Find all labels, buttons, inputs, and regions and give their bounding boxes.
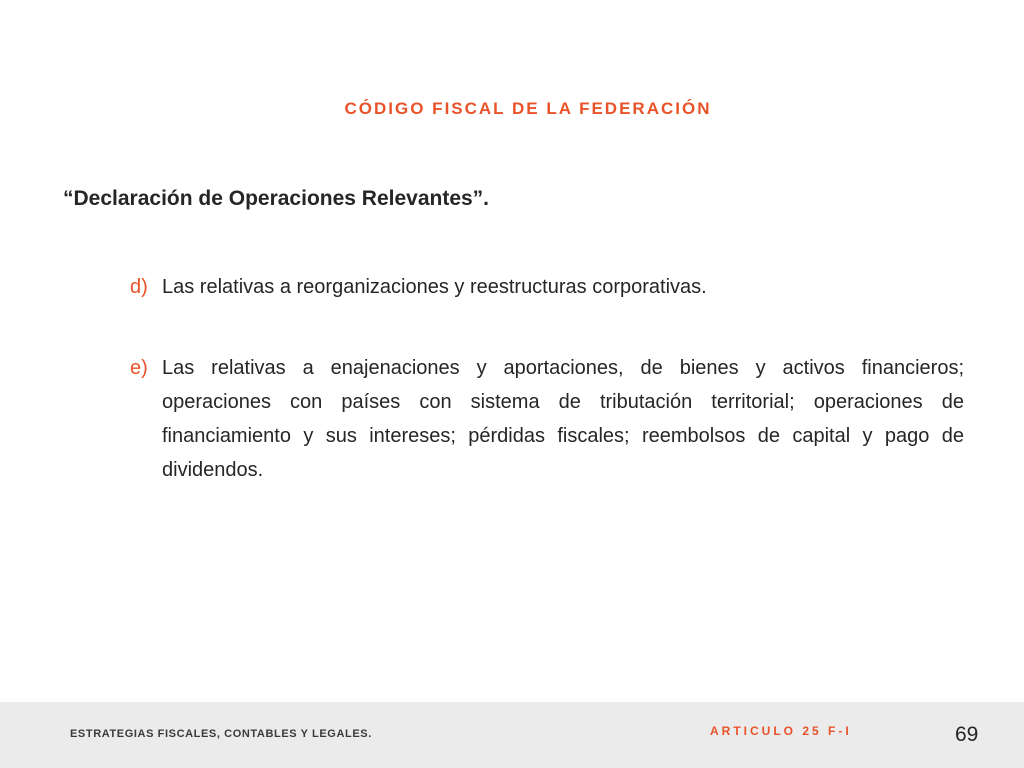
list-item-e xyxy=(130,351,964,487)
list-text-d: Las relativas a reorganizaciones y reestructuras corporativas. xyxy=(162,276,707,298)
list-marker-e: e) xyxy=(130,357,148,379)
footer-bar xyxy=(0,702,1024,768)
footer-article-reference: ARTICULO 25 F-I xyxy=(710,724,852,738)
slide-title: CÓDIGO FISCAL DE LA FEDERACIÓN xyxy=(344,99,712,118)
list-item-d xyxy=(130,270,964,304)
list-text-e: Las relativas a enajenaciones y aportaciones, de bienes y activos financieros; operaciones con países con sistema de tributación territorial; operaciones de financiamiento y sus intereses; pérdidas fiscales; reembolsos de capital y pago de dividendos. xyxy=(162,357,964,481)
list-marker-d: d) xyxy=(130,276,148,298)
page-number: 69 xyxy=(955,723,979,746)
slide-subtitle: “Declaración de Operaciones Relevantes”. xyxy=(63,187,490,210)
footer-brand: ESTRATEGIAS FISCALES, CONTABLES Y LEGALES. xyxy=(70,728,372,740)
